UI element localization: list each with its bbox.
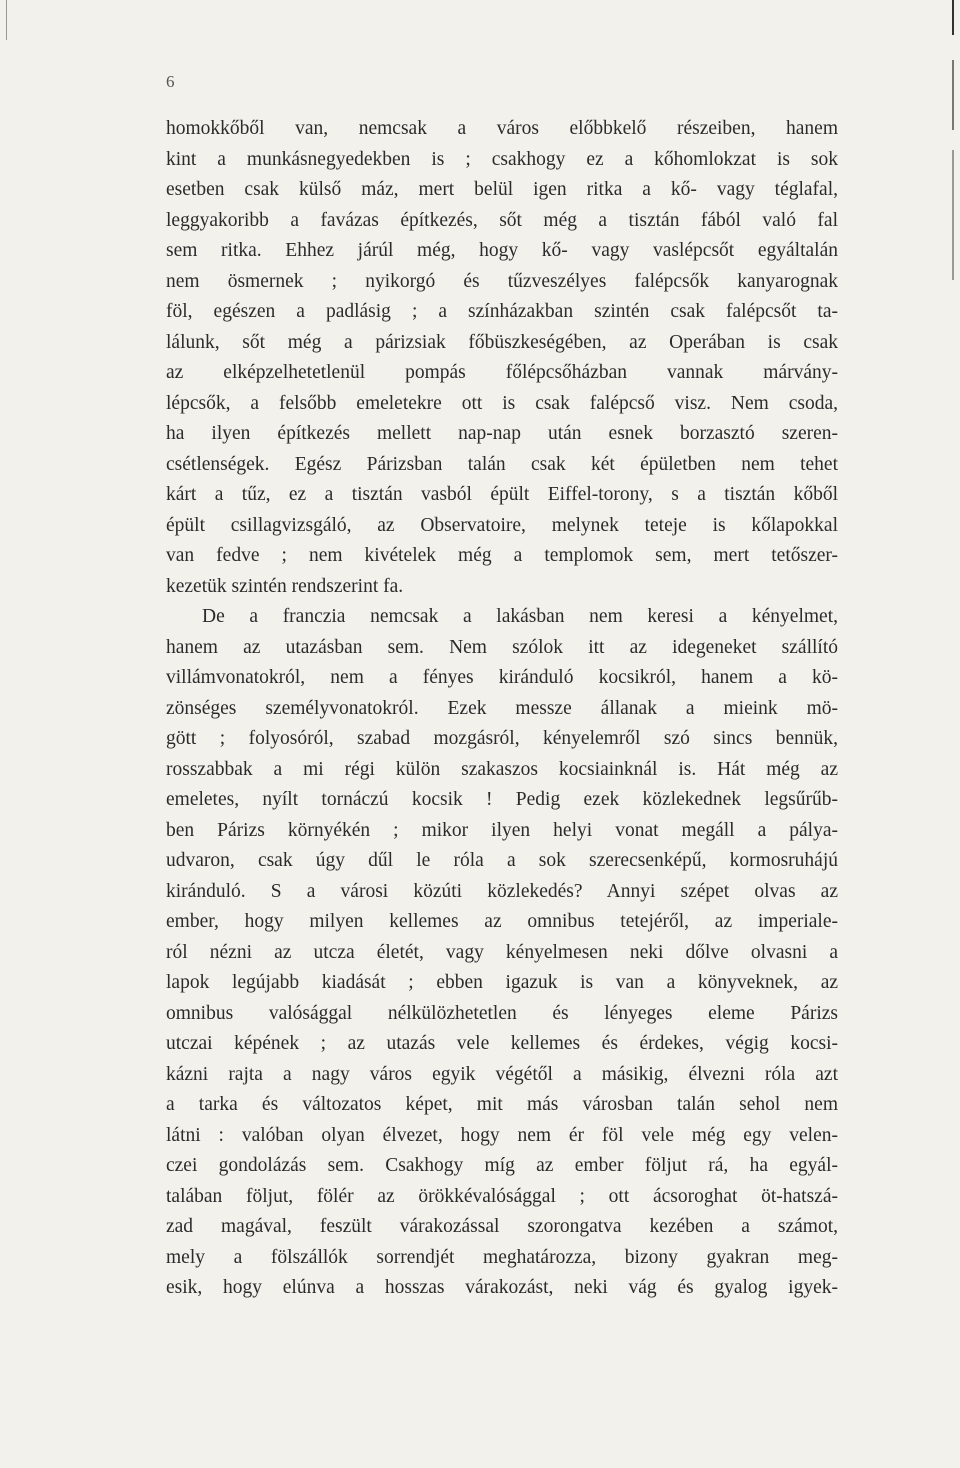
text-line: sem ritka. Ehhez járúl még, hogy kő- vagy vaslépcsőt egyáltalán <box>166 240 838 261</box>
body-text <box>166 114 838 1304</box>
text-line: épült csillagvizsgáló, az Observatoire, melynek teteje is kőlapokkal <box>166 514 838 536</box>
text-line: kint a munkásnegyedekben is ; csakhogy ez a kőhomlokzat is sok <box>166 148 838 170</box>
text-line: lépcsők, a felsőbb emeletekre ott is csak falépcső visz. Nem csoda, <box>166 392 838 414</box>
page-number: 6 <box>166 72 175 91</box>
text-line: esetben csak külső máz, mert belül igen ritka a kő- vagy téglafal, <box>166 179 838 200</box>
text-line: gött ; folyosóról, szabad mozgásról, kényelemről szó sincs bennük, <box>166 728 838 749</box>
text-line: kiránduló. S a városi közúti közlekedés? Annyi szépet olvas az <box>166 880 838 902</box>
text-line: utczai képének ; az utazás vele kellemes és érdekes, végig kocsi- <box>166 1033 838 1054</box>
text-line: kázni rajta a nagy város egyik végétől a másikig, élvezni róla azt <box>166 1063 838 1085</box>
text-line: omnibus valósággal nélkülözhetetlen és lényeges eleme Párizs <box>166 1002 838 1024</box>
text-line: leggyakoribb a favázas építkezés, sőt még a tisztán fából való fal <box>166 209 838 231</box>
text-line-paragraph-start: De a franczia nemcsak a lakásban nem keresi a kényelmet, <box>202 606 838 627</box>
text-line: föl, egészen a padlásig ; a színházakban szintén csak falépcsőt ta- <box>166 301 838 322</box>
text-line: hanem az utazásban sem. Nem szólok itt az idegeneket szállító <box>166 636 838 658</box>
text-line: ember, hogy milyen kellemes az omnibus tetejéről, az imperiale- <box>166 911 838 932</box>
text-line: zönséges személyvonatokról. Ezek messze állanak a mieink mö- <box>166 697 838 719</box>
text-line: ha ilyen építkezés mellett nap-nap után esnek borzasztó szeren- <box>166 423 838 444</box>
text-line: ról nézni az utcza életét, vagy kényelmesen neki dőlve olvasni a <box>166 941 838 963</box>
page-edge-left <box>6 0 7 40</box>
text-line: lálunk, sőt még a párizsiak főbüszkeségében, az Operában is csak <box>166 331 838 353</box>
text-line: rosszabbak a mi régi külön szakaszos kocsiainknál is. Hát még az <box>166 758 838 780</box>
text-line: homokkőből van, nemcsak a város előbbkelő részeiben, hanem <box>166 118 838 139</box>
text-line: zad magával, feszült várakozással szorongatva kezében a számot, <box>166 1216 838 1237</box>
text-line: esik, hogy elúnva a hosszas várakozást, neki vág és gyalog igyek- <box>166 1277 838 1298</box>
text-line: kárt a tűz, ez a tisztán vasból épült Eiffel-torony, s a tisztán kőből <box>166 484 838 505</box>
page-edge-right <box>952 0 954 280</box>
text-line-paragraph-end: kezetük szintén rendszerint fa. <box>166 575 404 597</box>
text-line: lapok legújabb kiadását ; ebben igazuk is van a könyveknek, az <box>166 972 838 993</box>
text-line: van fedve ; nem kivételek még a templomok sem, mert tetőszer- <box>166 545 838 566</box>
text-line: villámvonatokról, nem a fényes kiránduló kocsikról, hanem a kö- <box>166 667 838 688</box>
text-line: mely a fölszállók sorrendjét meghatározza, bizony gyakran meg- <box>166 1246 838 1268</box>
text-line: nem ösmernek ; nyikorgó és tűzveszélyes falépcsők kanyarognak <box>166 270 838 292</box>
text-line: czei gondolázás sem. Csakhogy míg az ember följut rá, ha egyál- <box>166 1155 838 1176</box>
text-line: ben Párizs környékén ; mikor ilyen helyi vonat megáll a pálya- <box>166 819 838 841</box>
text-line: az elképzelhetetlenül pompás főlépcsőházban vannak márvány- <box>166 362 838 383</box>
text-line: udvaron, csak úgy dűl le róla a sok szerecsenképű, kormosruhájú <box>166 850 838 871</box>
text-line: talában följut, fölér az örökkévalósággal ; ott ácsoroghat öt-hatszá- <box>166 1185 838 1207</box>
text-line: a tarka és változatos képet, mit más városban talán sehol nem <box>166 1094 838 1115</box>
text-line: emeletes, nyílt tornáczú kocsik ! Pedig ezek közlekednek legsűrűb- <box>166 789 838 810</box>
text-line: csétlenségek. Egész Párizsban talán csak két épületben nem tehet <box>166 453 838 475</box>
text-line: látni : valóban olyan élvezet, hogy nem ér föl vele még egy velen- <box>166 1124 838 1146</box>
